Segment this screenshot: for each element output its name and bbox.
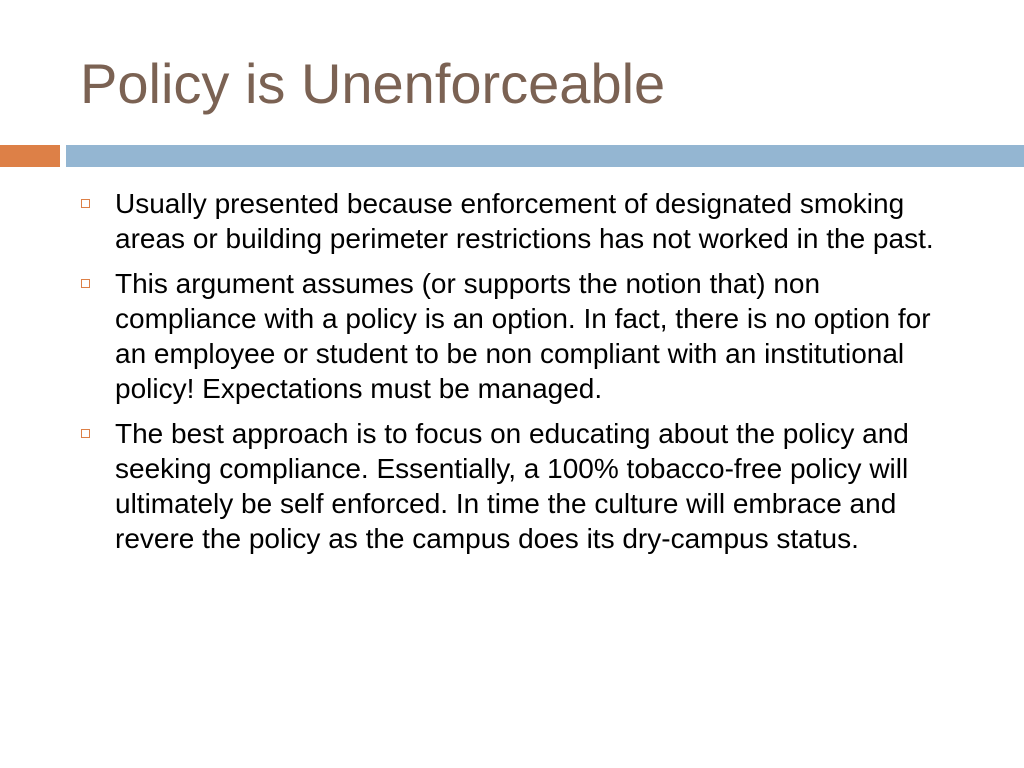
hollow-square-icon (81, 279, 90, 288)
title-rule-bar (66, 145, 1024, 167)
bullet-item (78, 266, 968, 406)
hollow-square-icon (81, 429, 90, 438)
title-rule-accent (0, 145, 60, 167)
bullet-item (78, 186, 968, 256)
slide-title: Policy is Unenforceable (80, 52, 666, 115)
bullet-text: Usually presented because enforcement of designated smoking areas or building perimeter restrictions has not worked in the past. (115, 188, 934, 254)
bullet-item (78, 416, 968, 556)
bullet-text: This argument assumes (or supports the notion that) non compliance with a policy is an option. In fact, there is no option for an employee or student to be non compliant with an institutional policy! Expectations must be managed. (115, 268, 931, 404)
hollow-square-icon (81, 199, 90, 208)
bullet-text: The best approach is to focus on educating about the policy and seeking compliance. Essentially, a 100% tobacco-free policy will ultimately be self enforced. In time the culture will embrace and revere the policy as the campus does its dry-campus status. (115, 418, 909, 554)
bullet-list (78, 186, 968, 566)
